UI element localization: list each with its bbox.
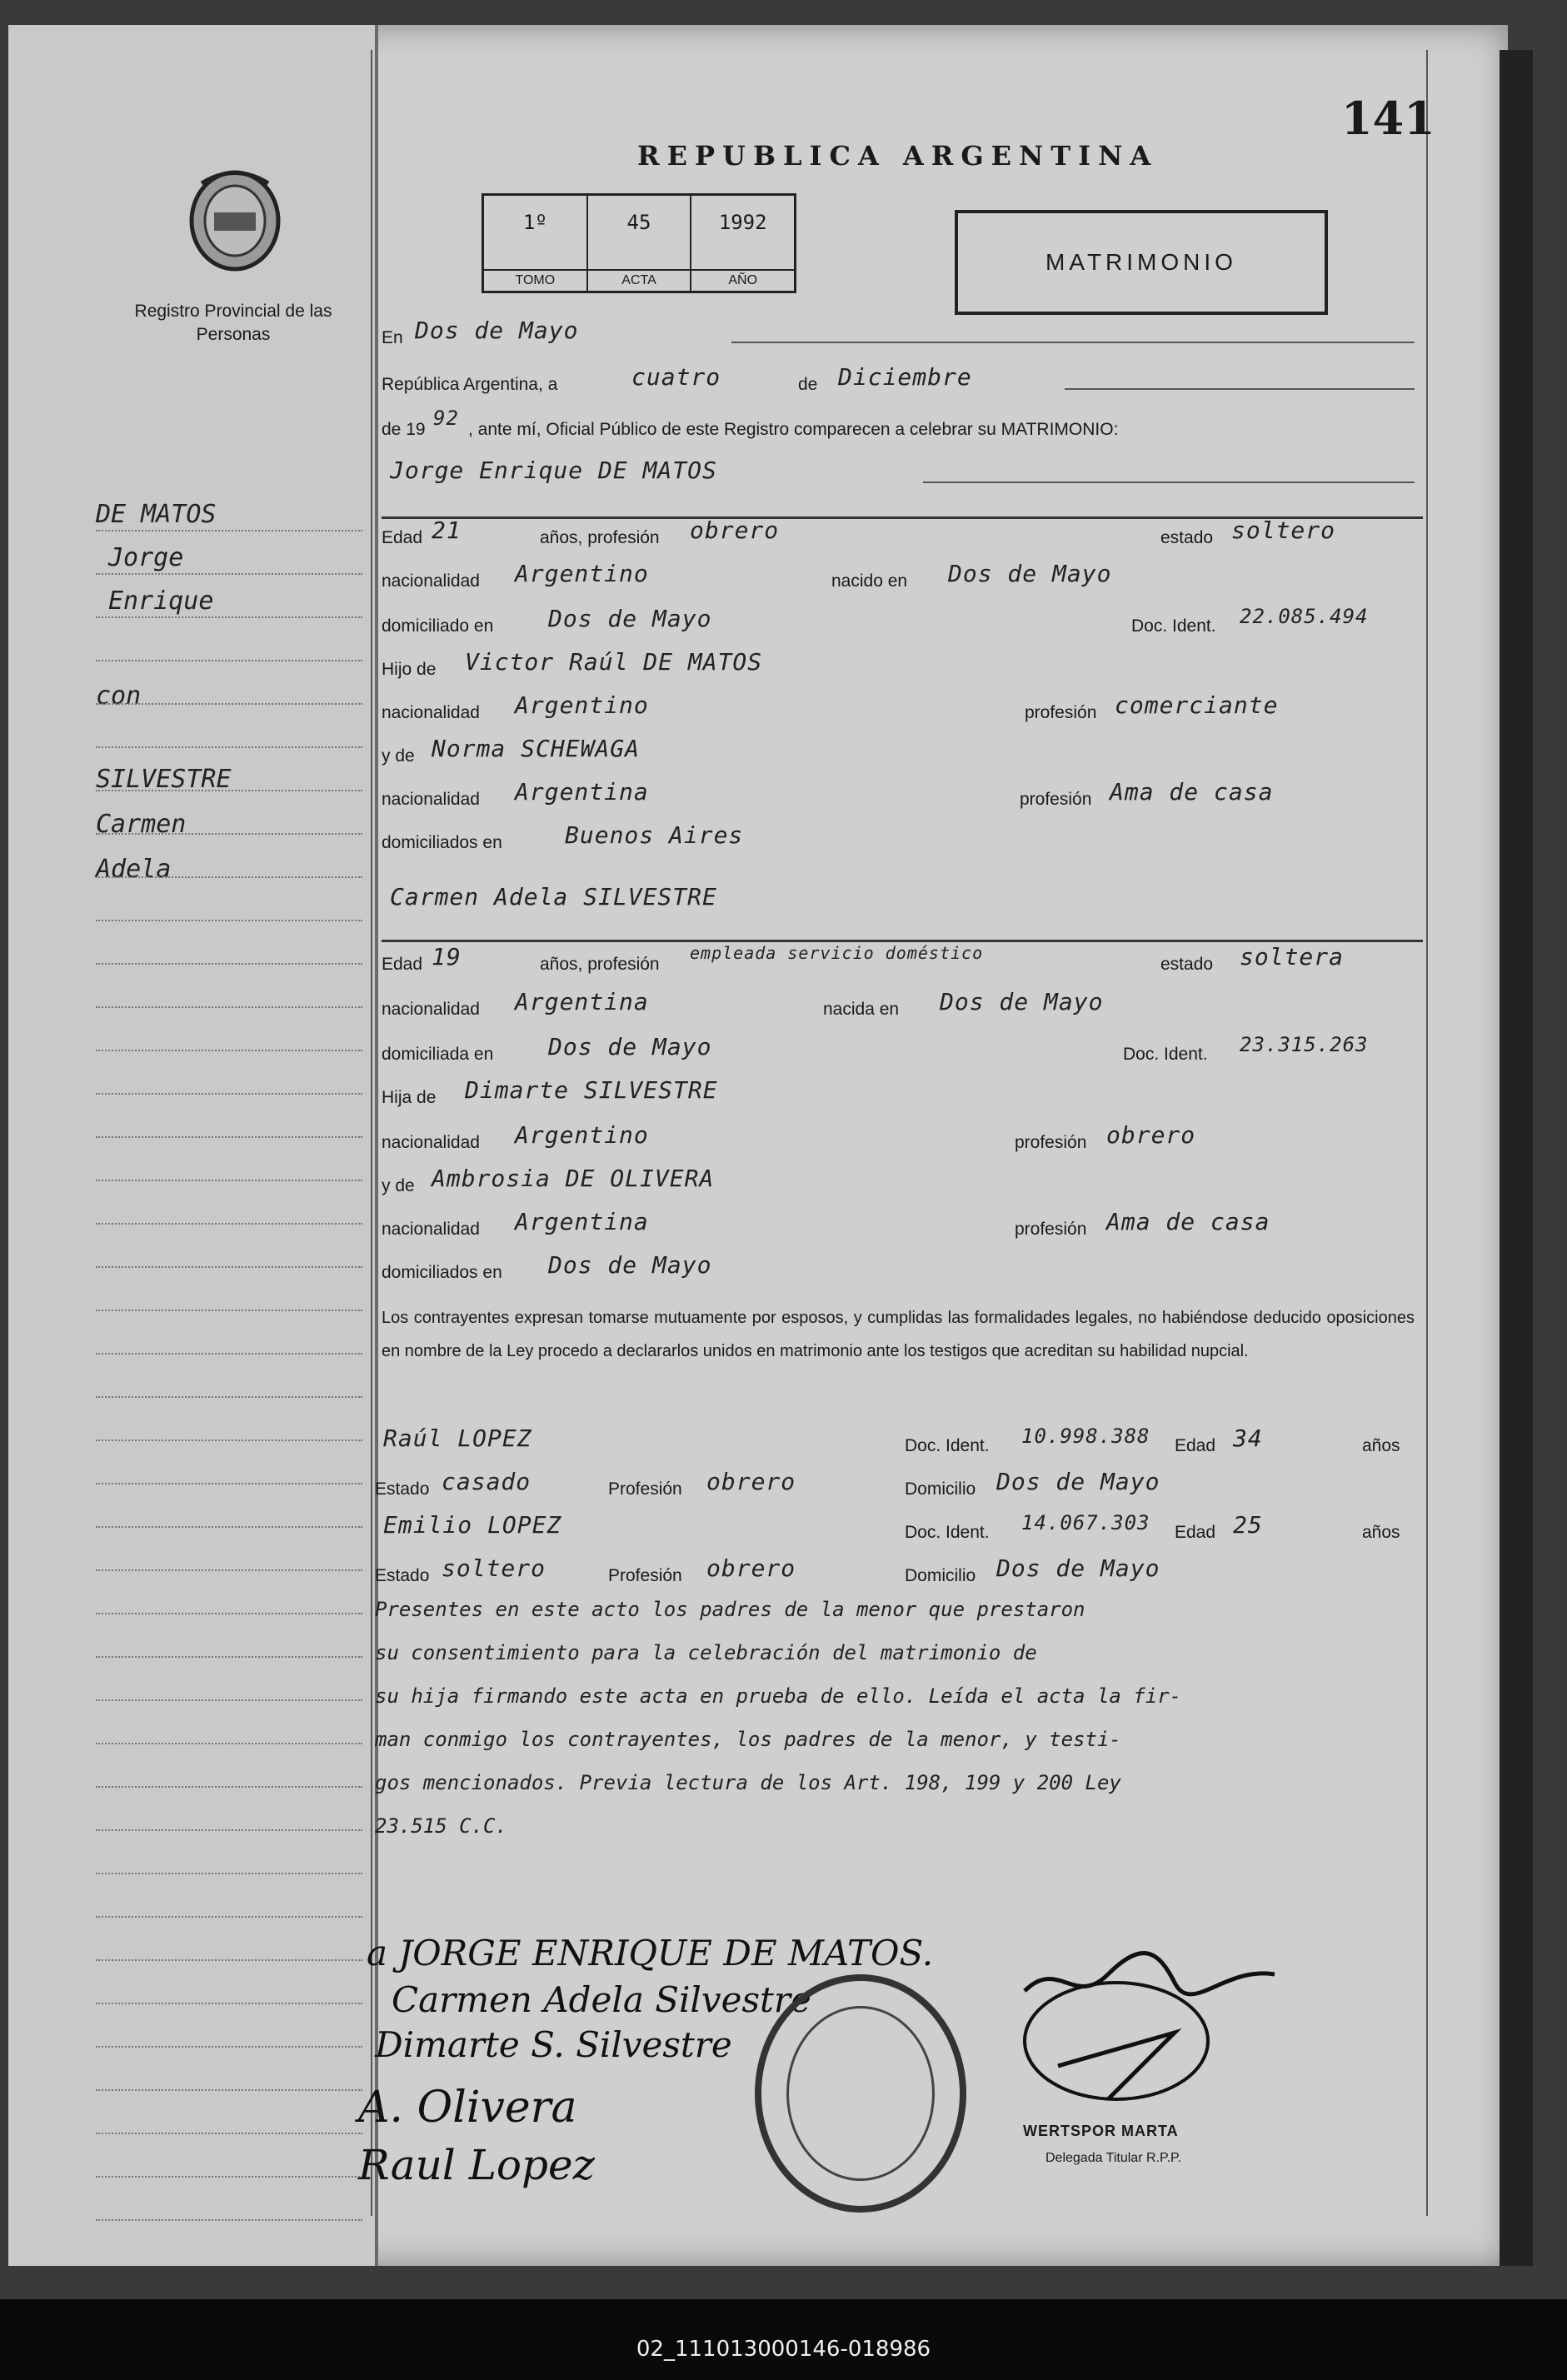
observation-line: su hija firmando este acta en prueba de ello. Leída el acta la fir-	[375, 1684, 1182, 1708]
officer-name: WERTSPOR MARTA	[1023, 2123, 1179, 2139]
groom-madre: Norma SCHEWAGA	[432, 735, 641, 762]
tomo-value: 1º	[522, 211, 547, 234]
acta-cell	[588, 196, 692, 291]
margin-ruled-line	[96, 2089, 362, 2091]
right-border	[1426, 50, 1428, 2216]
margin-ruled-line	[96, 1310, 362, 1311]
groom-prof-padre: comerciante	[1115, 691, 1279, 719]
groom-profesion: obrero	[690, 516, 780, 544]
label-nacionalidad: nacionalidad	[382, 1133, 480, 1152]
margin-ruled-line	[96, 920, 362, 921]
label-de: de	[798, 375, 818, 394]
groom-doc: 22.085.494	[1240, 605, 1369, 628]
section-divider	[382, 940, 1423, 942]
label-domicilio: Domicilio	[905, 1479, 976, 1499]
row-bride-age	[382, 943, 1416, 980]
observation-line: Presentes en este acto los padres de la menor que prestaron	[375, 1598, 1085, 1621]
bride-padre: Dimarte SILVESTRE	[465, 1076, 718, 1104]
bride-nacionalidad: Argentina	[515, 988, 649, 1015]
label-nacionalidad: nacionalidad	[382, 790, 480, 809]
margin-ruled-line	[96, 1786, 362, 1788]
anio-cell	[691, 196, 794, 291]
declaration-text: Los contrayentes expresan tomarse mutuamente por esposos, y cumplidas las formalidades legales, no habiéndose deducido oposiciones en nombre de la Ley procedo a declararlos unidos en matrimonio ante los testigos que acreditan su habilidad nupcial.	[382, 1309, 1415, 1360]
label-profesion: Profesión	[608, 1479, 682, 1499]
margin-ruled-line	[96, 1223, 362, 1225]
margin-ruled-line	[96, 1093, 362, 1095]
bride-doc: 23.315.263	[1240, 1033, 1369, 1056]
document-type: MATRIMONIO	[1045, 249, 1237, 275]
margin-ruled-line	[96, 833, 362, 835]
row-bride-doms	[382, 1251, 1416, 1288]
groom-edad: 21	[432, 516, 462, 544]
row-bride-nac	[382, 988, 1416, 1025]
row-bride-madre-nac	[382, 1208, 1416, 1245]
acta-value: 45	[626, 211, 651, 234]
label-hija: Hija de	[382, 1088, 437, 1107]
book-binding	[1500, 50, 1533, 2266]
footer-id: 02_111013000146-018986	[636, 2337, 931, 2362]
row-groom-doms	[382, 821, 1416, 858]
signature-bride: Carmen Adela Silvestre	[392, 1979, 811, 2020]
label-anios: años	[1362, 1523, 1400, 1542]
groom-nacionalidad: Argentino	[515, 560, 649, 587]
witness1-profesion: obrero	[706, 1468, 796, 1495]
witness2-domicilio: Dos de Mayo	[996, 1554, 1160, 1582]
tomo-label: TOMO	[484, 269, 586, 291]
dash-line	[731, 342, 1415, 343]
label-nacida: nacida en	[823, 1000, 900, 1019]
groom-domicilio: Dos de Mayo	[548, 605, 712, 632]
margin-ruled-line	[96, 660, 362, 661]
margin-ruled-line	[96, 1873, 362, 1874]
label-doc: Doc. Ident.	[905, 1523, 990, 1542]
label-estado: Estado	[375, 1566, 430, 1585]
label-nacionalidad: nacionalidad	[382, 1220, 480, 1239]
witness2-profesion: obrero	[706, 1554, 796, 1582]
margin-ruled-line	[96, 703, 362, 705]
bride-prof-padre: obrero	[1106, 1121, 1196, 1149]
tomo-acta-anio-box	[482, 193, 796, 293]
observation-line: su consentimiento para la celebración del matrimonio de	[375, 1641, 1037, 1664]
witness1-domicilio: Dos de Mayo	[996, 1468, 1160, 1495]
margin-ruled-line	[96, 2046, 362, 2048]
label-anios: años, profesión	[540, 528, 660, 547]
registry-name: Registro Provincial de las Personas	[134, 302, 332, 344]
label-year-prefix: de 19	[382, 420, 426, 439]
row-bride-padre-nac	[382, 1121, 1416, 1158]
margin-ruled-line	[96, 2133, 362, 2134]
label-doc: Doc. Ident.	[1123, 1045, 1208, 1064]
groom-nac-madre: Argentina	[515, 778, 649, 806]
margin-ruled-line	[96, 1180, 362, 1181]
row-groom-nac	[382, 560, 1416, 596]
row-witness1	[375, 1425, 1410, 1461]
label-edad: Edad	[1175, 1436, 1216, 1455]
label-edad: Edad	[382, 955, 423, 974]
margin-ruled-line	[96, 1483, 362, 1484]
margin-ruled-line	[96, 616, 362, 618]
bride-full-name: Carmen Adela SILVESTRE	[390, 883, 717, 911]
place-value: Dos de Mayo	[415, 317, 579, 344]
label-nacionalidad: nacionalidad	[382, 1000, 480, 1019]
signature-witness: Raul Lopez	[358, 2141, 595, 2189]
label-profesion: profesión	[1020, 790, 1092, 809]
margin-ruled-line	[96, 1656, 362, 1658]
anio-label: AÑO	[691, 269, 794, 291]
margin-ruled-line	[96, 1353, 362, 1355]
margin-ruled-line	[96, 876, 362, 878]
label-domiciliados: domiciliados en	[382, 1263, 502, 1282]
margin-ruled-line	[96, 2176, 362, 2178]
groom-full-name: Jorge Enrique DE MATOS	[390, 457, 717, 484]
bride-nacida-en: Dos de Mayo	[940, 988, 1104, 1015]
row-date	[382, 363, 1416, 400]
country-title: REPUBLICA ARGENTINA	[637, 140, 1159, 172]
observation-line: gos mencionados. Previa lectura de los Art. 198, 199 y 200 Ley	[375, 1771, 1121, 1794]
margin-ruled-line	[96, 1050, 362, 1051]
official-stamp	[755, 1974, 966, 2213]
label-profesion: profesión	[1015, 1133, 1087, 1152]
label-profesion: profesión	[1015, 1220, 1087, 1239]
label-y-de: y de	[382, 1176, 415, 1195]
row-witness2-details	[375, 1554, 1410, 1591]
witness2-doc: 14.067.303	[1021, 1511, 1150, 1534]
margin-groom-name2: Enrique	[108, 586, 214, 616]
groom-prof-madre: Ama de casa	[1110, 778, 1274, 806]
margin-ruled-line	[96, 1916, 362, 1918]
officer-title: Delegada Titular R.P.P.	[1045, 2151, 1182, 2165]
anio-value: 1992	[718, 211, 767, 234]
bride-domicilio: Dos de Mayo	[548, 1033, 712, 1060]
witness2-edad: 25	[1233, 1511, 1263, 1539]
witness2-estado: soltero	[442, 1554, 546, 1582]
margin-ruled-line	[96, 573, 362, 575]
label-profesion: profesión	[1025, 703, 1097, 722]
groom-nac-padre: Argentino	[515, 691, 649, 719]
margin-ruled-line	[96, 1743, 362, 1744]
row-groom-name	[382, 457, 1416, 493]
label-edad: Edad	[1175, 1523, 1216, 1542]
label-edad: Edad	[382, 528, 423, 547]
province-seal-icon	[185, 167, 285, 275]
margin-groom-name1: Jorge	[108, 543, 184, 572]
document-type-box	[955, 210, 1328, 315]
row-groom-madre-nac	[382, 778, 1416, 815]
row-groom-padre-nac	[382, 691, 1416, 728]
groom-estado: soltero	[1231, 516, 1336, 544]
page-number: 141	[1341, 92, 1435, 145]
row-witness2	[375, 1511, 1410, 1548]
bride-edad: 19	[432, 943, 462, 970]
margin-ruled-line	[96, 1569, 362, 1571]
witness1-estado: casado	[442, 1468, 531, 1495]
label-doc: Doc. Ident.	[905, 1436, 990, 1455]
margin-ruled-line	[96, 1136, 362, 1138]
row-bride-name	[382, 883, 1416, 920]
signature-bride-mother: A. Olivera	[358, 2083, 577, 2133]
margin-ruled-line	[96, 1006, 362, 1008]
label-domiciliado: domiciliado en	[382, 616, 494, 636]
margin-bride-surname: SILVESTRE	[96, 765, 232, 794]
label-profesion: Profesión	[608, 1566, 682, 1585]
margin-ruled-line	[96, 1699, 362, 1701]
label-nacionalidad: nacionalidad	[382, 571, 480, 591]
margin-ruled-line	[96, 1613, 362, 1614]
margin-con: con	[96, 681, 142, 711]
row-bride-dom	[382, 1033, 1416, 1070]
margin-ruled-line	[96, 2003, 362, 2004]
margin-ruled-line	[96, 1266, 362, 1268]
label-anios: años, profesión	[540, 955, 660, 974]
left-margin-column	[8, 25, 378, 2266]
label-hijo: Hijo de	[382, 660, 437, 679]
margin-ruled-line	[96, 2219, 362, 2221]
margin-ruled-line	[96, 1396, 362, 1398]
bride-estado: soltera	[1240, 943, 1345, 970]
bride-nac-padre: Argentino	[515, 1121, 649, 1149]
bride-prof-madre: Ama de casa	[1106, 1208, 1270, 1235]
row-year	[382, 408, 1416, 445]
margin-bride-name1: Carmen	[96, 810, 187, 839]
row-witness1-details	[375, 1468, 1410, 1504]
label-domiciliados: domiciliados en	[382, 833, 502, 852]
label-anios: años	[1362, 1436, 1400, 1455]
row-bride-padre	[382, 1076, 1416, 1113]
observation-line: man conmigo los contrayentes, los padres de la menor, y testi-	[375, 1728, 1121, 1751]
label-domicilio: Domicilio	[905, 1566, 976, 1585]
signature-bride-father: Dimarte S. Silvestre	[375, 2024, 732, 2065]
row-groom-padre	[382, 648, 1416, 685]
label-estado: estado	[1160, 528, 1214, 547]
label-domiciliada: domiciliada en	[382, 1045, 494, 1064]
bride-profesion: empleada servicio doméstico	[690, 943, 984, 963]
margin-ruled-line	[96, 530, 362, 531]
margin-divider	[371, 50, 372, 2216]
label-y-de: y de	[382, 746, 415, 766]
witness1-doc: 10.998.388	[1021, 1425, 1150, 1448]
margin-bride-name2: Adela	[96, 855, 172, 884]
row-bride-madre	[382, 1165, 1416, 1201]
row-groom-madre	[382, 735, 1416, 771]
label-nacionalidad: nacionalidad	[382, 703, 480, 722]
witness1-edad: 34	[1233, 1425, 1263, 1452]
bride-nac-madre: Argentina	[515, 1208, 649, 1235]
label-doc: Doc. Ident.	[1131, 616, 1216, 636]
margin-ruled-line	[96, 963, 362, 965]
dash-line	[923, 481, 1415, 483]
margin-ruled-line	[96, 1959, 362, 1961]
year-suffix: 92	[433, 407, 459, 430]
margin-groom-surname: DE MATOS	[96, 500, 217, 529]
dash-line	[1065, 388, 1415, 390]
day-value: cuatro	[631, 363, 721, 391]
label-ante: , ante mí, Oficial Público de este Registro comparecen a celebrar su MATRIMONIO:	[468, 420, 1119, 439]
stamp-inner-ring	[786, 2006, 935, 2181]
tomo-cell	[484, 196, 588, 291]
margin-ruled-line	[96, 1439, 362, 1441]
acta-label: ACTA	[588, 269, 691, 291]
label-en: En	[382, 328, 403, 347]
groom-doms: Buenos Aires	[565, 821, 744, 849]
groom-padre: Victor Raúl DE MATOS	[465, 648, 763, 676]
bride-doms: Dos de Mayo	[548, 1251, 712, 1279]
margin-ruled-line	[96, 1829, 362, 1831]
row-place	[382, 317, 1416, 353]
row-groom-age	[382, 516, 1416, 553]
row-groom-dom	[382, 605, 1416, 641]
officer-signature-icon	[1008, 1941, 1291, 2108]
groom-nacido-en: Dos de Mayo	[948, 560, 1112, 587]
bride-madre: Ambrosia DE OLIVERA	[432, 1165, 715, 1192]
margin-ruled-line	[96, 1526, 362, 1528]
label-estado: Estado	[375, 1479, 430, 1499]
label-republica: República Argentina, a	[382, 375, 558, 394]
witness1-name: Raúl LOPEZ	[383, 1425, 532, 1452]
month-value: Diciembre	[838, 363, 972, 391]
observation-line: 23.515 C.C.	[375, 1814, 507, 1838]
margin-ruled-line	[96, 746, 362, 748]
label-nacido: nacido en	[831, 571, 908, 591]
witness2-name: Emilio LOPEZ	[383, 1511, 562, 1539]
signature-groom: a JORGE ENRIQUE DE MATOS.	[367, 1933, 934, 1973]
margin-ruled-line	[96, 790, 362, 791]
label-estado: estado	[1160, 955, 1214, 974]
